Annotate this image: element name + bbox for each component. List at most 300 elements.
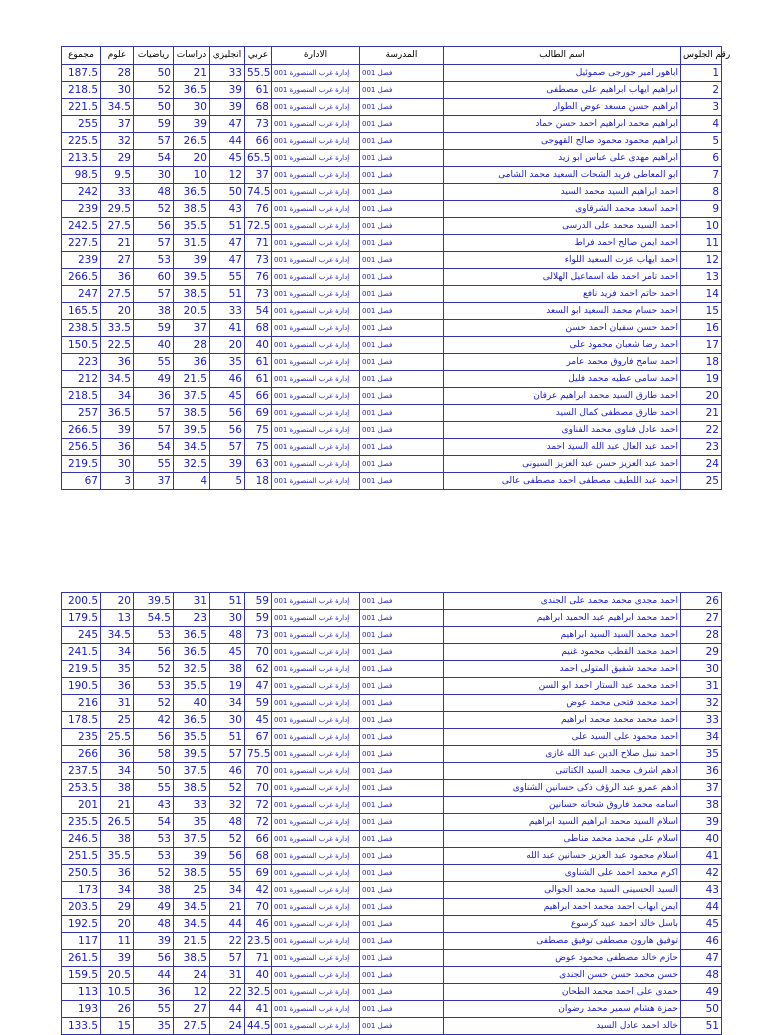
cell-seat: 48 <box>681 967 722 984</box>
cell-name: السيد الحسينى السيد محمد الجوالى <box>444 882 681 899</box>
cell-english: 19 <box>210 678 245 695</box>
cell-school: فصل 001 <box>360 252 444 269</box>
cell-science: 37 <box>101 116 134 133</box>
cell-science: 27 <box>101 252 134 269</box>
cell-math: 52 <box>134 661 174 678</box>
cell-name: احمد رضا شعبان محمود على <box>444 337 681 354</box>
cell-school: فصل 001 <box>360 405 444 422</box>
cell-english: 32 <box>210 797 245 814</box>
cell-science: 34.5 <box>101 627 134 644</box>
cell-science: 11 <box>101 933 134 950</box>
cell-english: 51 <box>210 286 245 303</box>
cell-math: 53 <box>134 848 174 865</box>
cell-math: 59 <box>134 320 174 337</box>
cell-name: احمد سامى عطيه محمد فليل <box>444 371 681 388</box>
cell-seat: 5 <box>681 133 722 150</box>
cell-admin: 001 إدارة غرب المنصورة <box>272 167 360 184</box>
cell-english: 20 <box>210 337 245 354</box>
cell-name: احمد ايمن صالح احمد فراط <box>444 235 681 252</box>
cell-math: 44 <box>134 967 174 984</box>
cell-arabic: 55.5 <box>245 65 272 82</box>
cell-name: احمد حاتم احمد فريد نافع <box>444 286 681 303</box>
cell-studies: 38.5 <box>174 865 210 882</box>
cell-math: 52 <box>134 695 174 712</box>
cell-studies: 38.5 <box>174 201 210 218</box>
cell-admin: 001 إدارة غرب المنصورة <box>272 678 360 695</box>
table-row <box>62 201 722 218</box>
cell-arabic: 70 <box>245 899 272 916</box>
cell-seat: 10 <box>681 218 722 235</box>
cell-science: 34 <box>101 763 134 780</box>
cell-science: 35.5 <box>101 848 134 865</box>
cell-seat: 4 <box>681 116 722 133</box>
cell-studies: 34.5 <box>174 899 210 916</box>
cell-arabic: 69 <box>245 405 272 422</box>
cell-english: 31 <box>210 967 245 984</box>
cell-math: 55 <box>134 780 174 797</box>
cell-seat: 30 <box>681 661 722 678</box>
cell-studies: 38.5 <box>174 780 210 797</box>
cell-total: 98.5 <box>62 167 101 184</box>
cell-seat: 18 <box>681 354 722 371</box>
cell-name: حازم خالد مصطفى محمود عوض <box>444 950 681 967</box>
cell-seat: 45 <box>681 916 722 933</box>
cell-admin: 001 إدارة غرب المنصورة <box>272 184 360 201</box>
table-row <box>62 814 722 831</box>
cell-studies: 35 <box>174 814 210 831</box>
header-row <box>62 47 722 65</box>
cell-studies: 38.5 <box>174 405 210 422</box>
cell-admin: 001 إدارة غرب المنصورة <box>272 82 360 99</box>
cell-studies: 35.5 <box>174 218 210 235</box>
cell-school: فصل 001 <box>360 797 444 814</box>
cell-english: 34 <box>210 882 245 899</box>
cell-admin: 001 إدارة غرب المنصورة <box>272 746 360 763</box>
cell-science: 30 <box>101 456 134 473</box>
header-school: المدرسة <box>360 47 444 65</box>
cell-science: 33.5 <box>101 320 134 337</box>
cell-math: 52 <box>134 201 174 218</box>
cell-science: 26.5 <box>101 814 134 831</box>
cell-science: 32 <box>101 133 134 150</box>
cell-studies: 25 <box>174 882 210 899</box>
table-row <box>62 303 722 320</box>
cell-total: 219.5 <box>62 661 101 678</box>
header-studies: دراسات <box>174 47 210 65</box>
cell-studies: 33 <box>174 797 210 814</box>
cell-name: توفيق هارون مصطفى توفيق مصطفى <box>444 933 681 950</box>
cell-seat: 49 <box>681 984 722 1001</box>
cell-admin: 001 إدارة غرب المنصورة <box>272 865 360 882</box>
cell-english: 47 <box>210 252 245 269</box>
cell-science: 36 <box>101 354 134 371</box>
cell-arabic: 44.5 <box>245 1018 272 1035</box>
table-row <box>62 473 722 490</box>
cell-english: 47 <box>210 235 245 252</box>
cell-school: فصل 001 <box>360 814 444 831</box>
cell-english: 45 <box>210 150 245 167</box>
cell-admin: 001 إدارة غرب المنصورة <box>272 848 360 865</box>
cell-admin: 001 إدارة غرب المنصورة <box>272 269 360 286</box>
cell-science: 3 <box>101 473 134 490</box>
cell-school: فصل 001 <box>360 882 444 899</box>
cell-total: 179.5 <box>62 610 101 627</box>
cell-studies: 21 <box>174 65 210 82</box>
cell-science: 21 <box>101 235 134 252</box>
table-row <box>62 678 722 695</box>
cell-name: ادهم عمرو عبد الرؤف ذكى حسانين الشناوى <box>444 780 681 797</box>
cell-seat: 14 <box>681 286 722 303</box>
cell-total: 117 <box>62 933 101 950</box>
cell-total: 246.5 <box>62 831 101 848</box>
header-english: انجليزي <box>210 47 245 65</box>
cell-admin: 001 إدارة غرب المنصورة <box>272 150 360 167</box>
cell-science: 9.5 <box>101 167 134 184</box>
cell-science: 15 <box>101 1018 134 1035</box>
cell-studies: 26.5 <box>174 133 210 150</box>
cell-studies: 28 <box>174 337 210 354</box>
cell-admin: 001 إدارة غرب المنصورة <box>272 303 360 320</box>
cell-science: 25.5 <box>101 729 134 746</box>
cell-arabic: 75.5 <box>245 746 272 763</box>
cell-total: 255 <box>62 116 101 133</box>
cell-english: 41 <box>210 320 245 337</box>
cell-admin: 001 إدارة غرب المنصورة <box>272 780 360 797</box>
cell-name: احمد محمد محمد محمد ابراهيم <box>444 712 681 729</box>
cell-math: 58 <box>134 746 174 763</box>
table-row <box>62 167 722 184</box>
cell-name: اسامه محمد فاروق شحاته حسانين <box>444 797 681 814</box>
table-row <box>62 388 722 405</box>
table-row <box>62 82 722 99</box>
cell-total: 256.5 <box>62 439 101 456</box>
cell-math: 36 <box>134 388 174 405</box>
cell-english: 51 <box>210 593 245 610</box>
cell-math: 35 <box>134 1018 174 1035</box>
cell-total: 266.5 <box>62 269 101 286</box>
cell-math: 57 <box>134 235 174 252</box>
cell-seat: 47 <box>681 950 722 967</box>
cell-name: ادهم اشرف محمد السيد الكتاتنى <box>444 763 681 780</box>
cell-seat: 27 <box>681 610 722 627</box>
cell-school: فصل 001 <box>360 184 444 201</box>
table-row <box>62 422 722 439</box>
table-row <box>62 405 722 422</box>
cell-school: فصل 001 <box>360 746 444 763</box>
cell-admin: 001 إدارة غرب المنصورة <box>272 439 360 456</box>
cell-math: 39 <box>134 933 174 950</box>
cell-arabic: 65.5 <box>245 150 272 167</box>
cell-science: 36 <box>101 678 134 695</box>
cell-english: 48 <box>210 814 245 831</box>
cell-admin: 001 إدارة غرب المنصورة <box>272 661 360 678</box>
cell-school: فصل 001 <box>360 150 444 167</box>
cell-admin: 001 إدارة غرب المنصورة <box>272 320 360 337</box>
cell-arabic: 23.5 <box>245 933 272 950</box>
cell-studies: 36.5 <box>174 82 210 99</box>
cell-arabic: 73 <box>245 627 272 644</box>
cell-math: 40 <box>134 337 174 354</box>
cell-science: 39 <box>101 422 134 439</box>
cell-name: احمد محمد شفيق المتولى احمد <box>444 661 681 678</box>
cell-english: 39 <box>210 99 245 116</box>
cell-arabic: 42 <box>245 882 272 899</box>
table-row <box>62 218 722 235</box>
cell-math: 39.5 <box>134 593 174 610</box>
cell-seat: 15 <box>681 303 722 320</box>
cell-english: 33 <box>210 65 245 82</box>
cell-seat: 1 <box>681 65 722 82</box>
cell-admin: 001 إدارة غرب المنصورة <box>272 882 360 899</box>
cell-math: 55 <box>134 354 174 371</box>
cell-studies: 39.5 <box>174 746 210 763</box>
cell-total: 150.5 <box>62 337 101 354</box>
cell-science: 29 <box>101 899 134 916</box>
cell-studies: 39 <box>174 252 210 269</box>
cell-admin: 001 إدارة غرب المنصورة <box>272 797 360 814</box>
cell-total: 251.5 <box>62 848 101 865</box>
cell-math: 49 <box>134 371 174 388</box>
cell-school: فصل 001 <box>360 235 444 252</box>
cell-total: 247 <box>62 286 101 303</box>
cell-english: 55 <box>210 269 245 286</box>
cell-math: 50 <box>134 65 174 82</box>
cell-english: 55 <box>210 865 245 882</box>
cell-science: 39 <box>101 950 134 967</box>
cell-studies: 34.5 <box>174 439 210 456</box>
cell-arabic: 73 <box>245 286 272 303</box>
cell-studies: 37.5 <box>174 388 210 405</box>
grades-table-2 <box>61 592 722 1035</box>
cell-name: اباهور امير جورجى صموئيل <box>444 65 681 82</box>
cell-studies: 4 <box>174 473 210 490</box>
cell-arabic: 72 <box>245 814 272 831</box>
cell-seat: 36 <box>681 763 722 780</box>
cell-math: 48 <box>134 916 174 933</box>
cell-arabic: 68 <box>245 320 272 337</box>
cell-arabic: 66 <box>245 831 272 848</box>
cell-school: فصل 001 <box>360 1001 444 1018</box>
table-row <box>62 848 722 865</box>
cell-arabic: 70 <box>245 780 272 797</box>
cell-name: احمد طارق مصطفى كمال السيد <box>444 405 681 422</box>
cell-english: 56 <box>210 405 245 422</box>
cell-name: اكرم محمد احمد على الشناوى <box>444 865 681 882</box>
cell-arabic: 72.5 <box>245 218 272 235</box>
cell-total: 227.5 <box>62 235 101 252</box>
cell-school: فصل 001 <box>360 950 444 967</box>
table-row <box>62 456 722 473</box>
cell-arabic: 59 <box>245 593 272 610</box>
cell-total: 218.5 <box>62 388 101 405</box>
cell-science: 20.5 <box>101 967 134 984</box>
cell-total: 245 <box>62 627 101 644</box>
table-row <box>62 439 722 456</box>
cell-name: احمد تامر احمد طه اسماعيل الهلالى <box>444 269 681 286</box>
cell-math: 52 <box>134 82 174 99</box>
cell-school: فصل 001 <box>360 984 444 1001</box>
cell-total: 203.5 <box>62 899 101 916</box>
cell-admin: 001 إدارة غرب المنصورة <box>272 644 360 661</box>
cell-science: 34.5 <box>101 371 134 388</box>
cell-english: 51 <box>210 218 245 235</box>
table-row <box>62 252 722 269</box>
table-row <box>62 644 722 661</box>
cell-name: ابو المعاطى فريد الشحات السعيد محمد الشامى <box>444 167 681 184</box>
table-row <box>62 763 722 780</box>
cell-science: 34 <box>101 644 134 661</box>
cell-school: فصل 001 <box>360 218 444 235</box>
cell-school: فصل 001 <box>360 167 444 184</box>
cell-math: 57 <box>134 286 174 303</box>
cell-school: فصل 001 <box>360 865 444 882</box>
cell-studies: 36.5 <box>174 627 210 644</box>
cell-seat: 32 <box>681 695 722 712</box>
cell-math: 56 <box>134 950 174 967</box>
cell-arabic: 73 <box>245 252 272 269</box>
cell-seat: 17 <box>681 337 722 354</box>
cell-admin: 001 إدارة غرب المنصورة <box>272 916 360 933</box>
cell-total: 213.5 <box>62 150 101 167</box>
cell-arabic: 40 <box>245 967 272 984</box>
cell-total: 165.5 <box>62 303 101 320</box>
cell-name: اسلام السيد محمد ابراهيم السيد ابراهيم <box>444 814 681 831</box>
cell-name: احمد سامح فاروق محمد عامر <box>444 354 681 371</box>
cell-admin: 001 إدارة غرب المنصورة <box>272 218 360 235</box>
cell-total: 192.5 <box>62 916 101 933</box>
cell-studies: 38.5 <box>174 286 210 303</box>
cell-studies: 27.5 <box>174 1018 210 1035</box>
cell-school: فصل 001 <box>360 763 444 780</box>
cell-science: 31 <box>101 695 134 712</box>
table-row <box>62 882 722 899</box>
cell-total: 223 <box>62 354 101 371</box>
cell-math: 55 <box>134 1001 174 1018</box>
cell-school: فصل 001 <box>360 899 444 916</box>
cell-seat: 21 <box>681 405 722 422</box>
cell-seat: 16 <box>681 320 722 337</box>
cell-english: 46 <box>210 763 245 780</box>
cell-seat: 31 <box>681 678 722 695</box>
cell-studies: 39.5 <box>174 269 210 286</box>
cell-name: احمد ابراهيم السيد محمد السيد <box>444 184 681 201</box>
cell-admin: 001 إدارة غرب المنصورة <box>272 354 360 371</box>
cell-studies: 35.5 <box>174 729 210 746</box>
cell-total: 212 <box>62 371 101 388</box>
cell-science: 33 <box>101 184 134 201</box>
header-science: علوم <box>101 47 134 65</box>
cell-total: 218.5 <box>62 82 101 99</box>
table-row <box>62 865 722 882</box>
cell-total: 235.5 <box>62 814 101 831</box>
cell-school: فصل 001 <box>360 99 444 116</box>
table-row <box>62 950 722 967</box>
table-row <box>62 371 722 388</box>
cell-school: فصل 001 <box>360 354 444 371</box>
cell-school: فصل 001 <box>360 967 444 984</box>
cell-studies: 32.5 <box>174 661 210 678</box>
cell-studies: 10 <box>174 167 210 184</box>
cell-studies: 37.5 <box>174 763 210 780</box>
cell-english: 44 <box>210 133 245 150</box>
cell-admin: 001 إدارة غرب المنصورة <box>272 235 360 252</box>
cell-english: 50 <box>210 184 245 201</box>
cell-science: 34 <box>101 882 134 899</box>
cell-studies: 32.5 <box>174 456 210 473</box>
cell-total: 190.5 <box>62 678 101 695</box>
cell-studies: 39 <box>174 116 210 133</box>
cell-name: احمد محمد عبد الستار احمد ابو السن <box>444 678 681 695</box>
cell-school: فصل 001 <box>360 337 444 354</box>
cell-arabic: 72 <box>245 797 272 814</box>
cell-seat: 19 <box>681 371 722 388</box>
cell-school: فصل 001 <box>360 65 444 82</box>
cell-studies: 36.5 <box>174 184 210 201</box>
cell-arabic: 75 <box>245 439 272 456</box>
cell-science: 36.5 <box>101 405 134 422</box>
cell-math: 50 <box>134 763 174 780</box>
table-row <box>62 831 722 848</box>
cell-total: 253.5 <box>62 780 101 797</box>
cell-admin: 001 إدارة غرب المنصورة <box>272 712 360 729</box>
cell-science: 36 <box>101 439 134 456</box>
cell-math: 48 <box>134 184 174 201</box>
cell-admin: 001 إدارة غرب المنصورة <box>272 405 360 422</box>
cell-english: 38 <box>210 661 245 678</box>
header-total: مجموع <box>62 47 101 65</box>
cell-school: فصل 001 <box>360 848 444 865</box>
cell-math: 53 <box>134 678 174 695</box>
cell-seat: 44 <box>681 899 722 916</box>
cell-name: احمد محمد السيد السيد ابراهيم <box>444 627 681 644</box>
cell-science: 26 <box>101 1001 134 1018</box>
cell-school: فصل 001 <box>360 644 444 661</box>
cell-math: 53 <box>134 831 174 848</box>
cell-english: 5 <box>210 473 245 490</box>
cell-school: فصل 001 <box>360 388 444 405</box>
cell-school: فصل 001 <box>360 439 444 456</box>
cell-math: 52 <box>134 865 174 882</box>
cell-arabic: 71 <box>245 950 272 967</box>
cell-total: 266 <box>62 746 101 763</box>
cell-math: 60 <box>134 269 174 286</box>
cell-english: 35 <box>210 354 245 371</box>
cell-name: احمد ايهاب عزت السعيد اللواء <box>444 252 681 269</box>
cell-admin: 001 إدارة غرب المنصورة <box>272 371 360 388</box>
cell-math: 50 <box>134 99 174 116</box>
cell-name: ابراهيم محمد ابراهيم احمد حسن حماد <box>444 116 681 133</box>
cell-math: 43 <box>134 797 174 814</box>
cell-admin: 001 إدارة غرب المنصورة <box>272 456 360 473</box>
header-arabic: عربي <box>245 47 272 65</box>
cell-english: 30 <box>210 610 245 627</box>
table-row <box>62 65 722 82</box>
cell-arabic: 63 <box>245 456 272 473</box>
cell-admin: 001 إدارة غرب المنصورة <box>272 388 360 405</box>
cell-arabic: 66 <box>245 388 272 405</box>
cell-school: فصل 001 <box>360 593 444 610</box>
table-row <box>62 184 722 201</box>
cell-arabic: 61 <box>245 354 272 371</box>
cell-admin: 001 إدارة غرب المنصورة <box>272 967 360 984</box>
cell-name: احمد نبيل صلاح الدين عبد الله غازى <box>444 746 681 763</box>
cell-school: فصل 001 <box>360 933 444 950</box>
cell-studies: 35.5 <box>174 678 210 695</box>
cell-math: 42 <box>134 712 174 729</box>
cell-school: فصل 001 <box>360 1018 444 1035</box>
cell-math: 56 <box>134 218 174 235</box>
table-row <box>62 627 722 644</box>
